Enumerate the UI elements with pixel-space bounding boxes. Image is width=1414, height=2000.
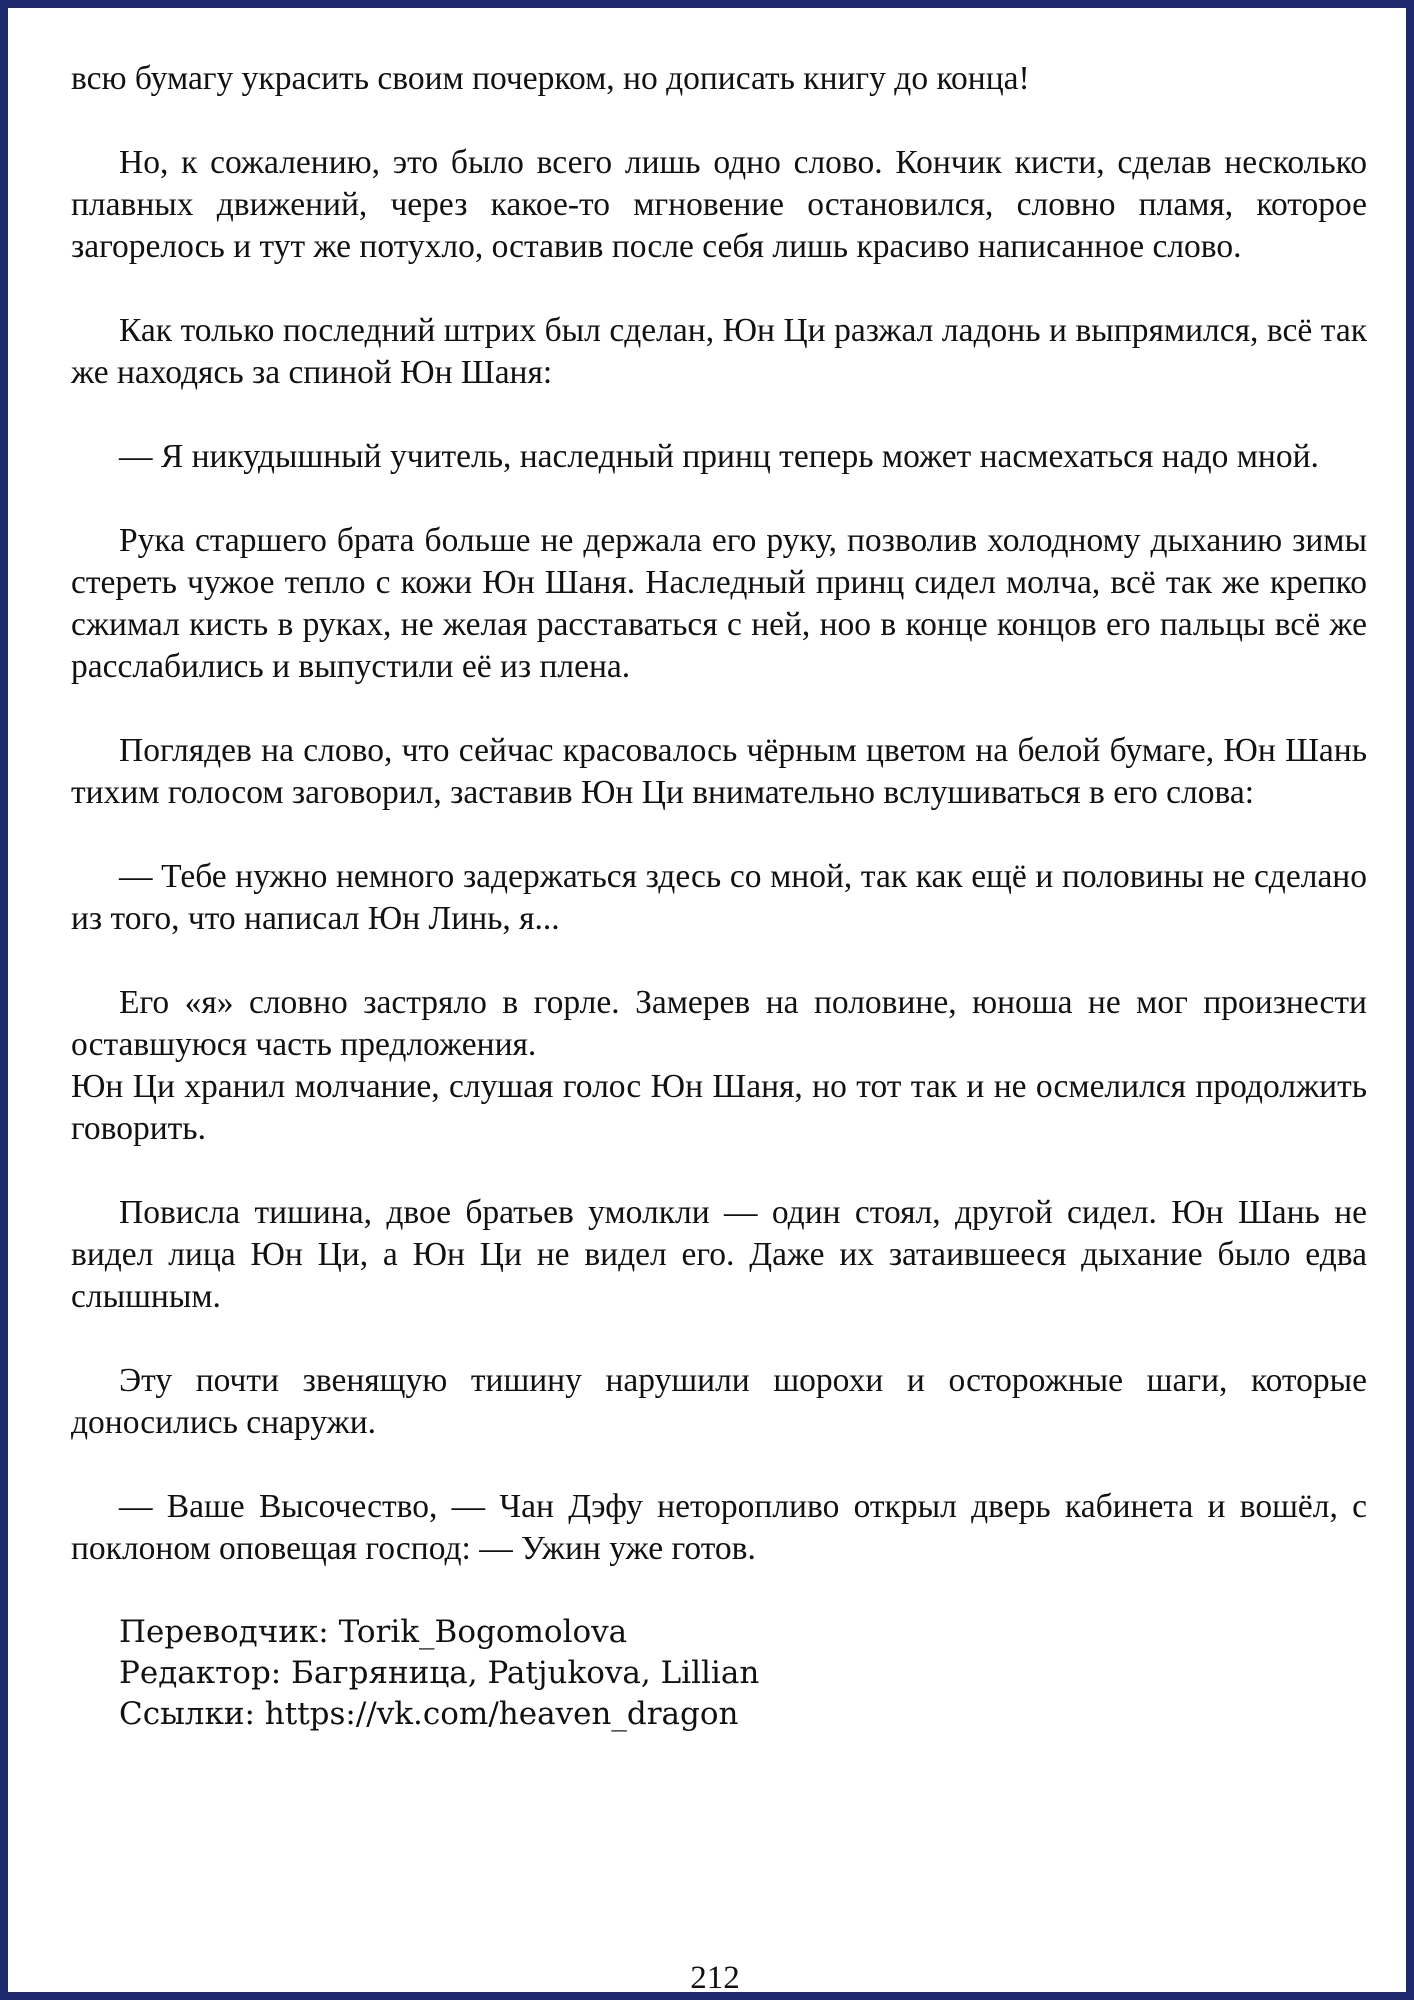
page-body xyxy=(71,58,1367,1735)
paragraph-10: Эту почти звенящую тишину нарушили шорохи и осторожные шаги, которые доносились снаружи. xyxy=(71,1362,1367,1441)
paragraph-11: — Ваше Высочество, — Чан Дэфу неторопливо открыл дверь кабинета и вошёл, с поклоном оповещая господ: — Ужин уже готов. xyxy=(71,1488,1367,1567)
paragraph-8-line-2: Юн Ци хранил молчание, слушая голос Юн Шаня, но тот так и не осмелился продолжить говорить. xyxy=(71,1068,1367,1147)
credit-translator: Переводчик: Torik_Bogomolova xyxy=(119,1614,628,1650)
paragraph-2: Но, к сожалению, это было всего лишь одно слово. Кончик кисти, сделав несколько плавных движений, через какое-то мгновение остановился, словно пламя, которое загорелось и тут же потухло, оставив после себя лишь красиво написанное слово. xyxy=(71,144,1367,265)
paragraph-8-line-1: Его «я» словно застряло в горле. Замерев на половине, юноша не мог произнести оставшуюся часть предложения. xyxy=(71,984,1367,1063)
paragraph-4: — Я никудышный учитель, наследный принц теперь может насмехаться надо мной. xyxy=(119,438,1319,475)
paragraph-1: всю бумагу украсить своим почерком, но дописать книгу до конца! xyxy=(71,60,1030,97)
paragraph-7: — Тебе нужно немного задержаться здесь со мной, так как ещё и половины не сделано из того, что написал Юн Линь, я... xyxy=(71,858,1367,937)
credits-block xyxy=(71,1612,1367,1735)
credit-links: Ссылки: https://vk.com/heaven_dragon xyxy=(119,1696,739,1732)
paragraph-8 xyxy=(71,982,1367,1150)
paragraph-5: Рука старшего брата больше не держала его руку, позволив холодному дыханию зимы стереть чужое тепло с кожи Юн Шаня. Наследный принц сидел молча, всё так же крепко сжимал кисть в руках, не желая расставаться с ней, ноо в конце концов его пальцы всё же расслабились и выпустили её из плена. xyxy=(71,522,1367,685)
page-number: 212 xyxy=(690,1960,740,1996)
paragraph-6: Поглядев на слово, что сейчас красовалось чёрным цветом на белой бумаге, Юн Шань тихим голосом заговорил, заставив Юн Ци внимательно вслушиваться в его слова: xyxy=(71,732,1367,811)
credit-editor: Редактор: Багряница, Patjukova, Lillian xyxy=(119,1655,760,1691)
paragraph-9: Повисла тишина, двое братьев умолкли — один стоял, другой сидел. Юн Шань не видел лица Юн Ци, а Юн Ци не видел его. Даже их затаившееся дыхание было едва слышным. xyxy=(71,1194,1367,1315)
paragraph-3: Как только последний штрих был сделан, Юн Ци разжал ладонь и выпрямился, всё так же находясь за спиной Юн Шаня: xyxy=(71,312,1367,391)
